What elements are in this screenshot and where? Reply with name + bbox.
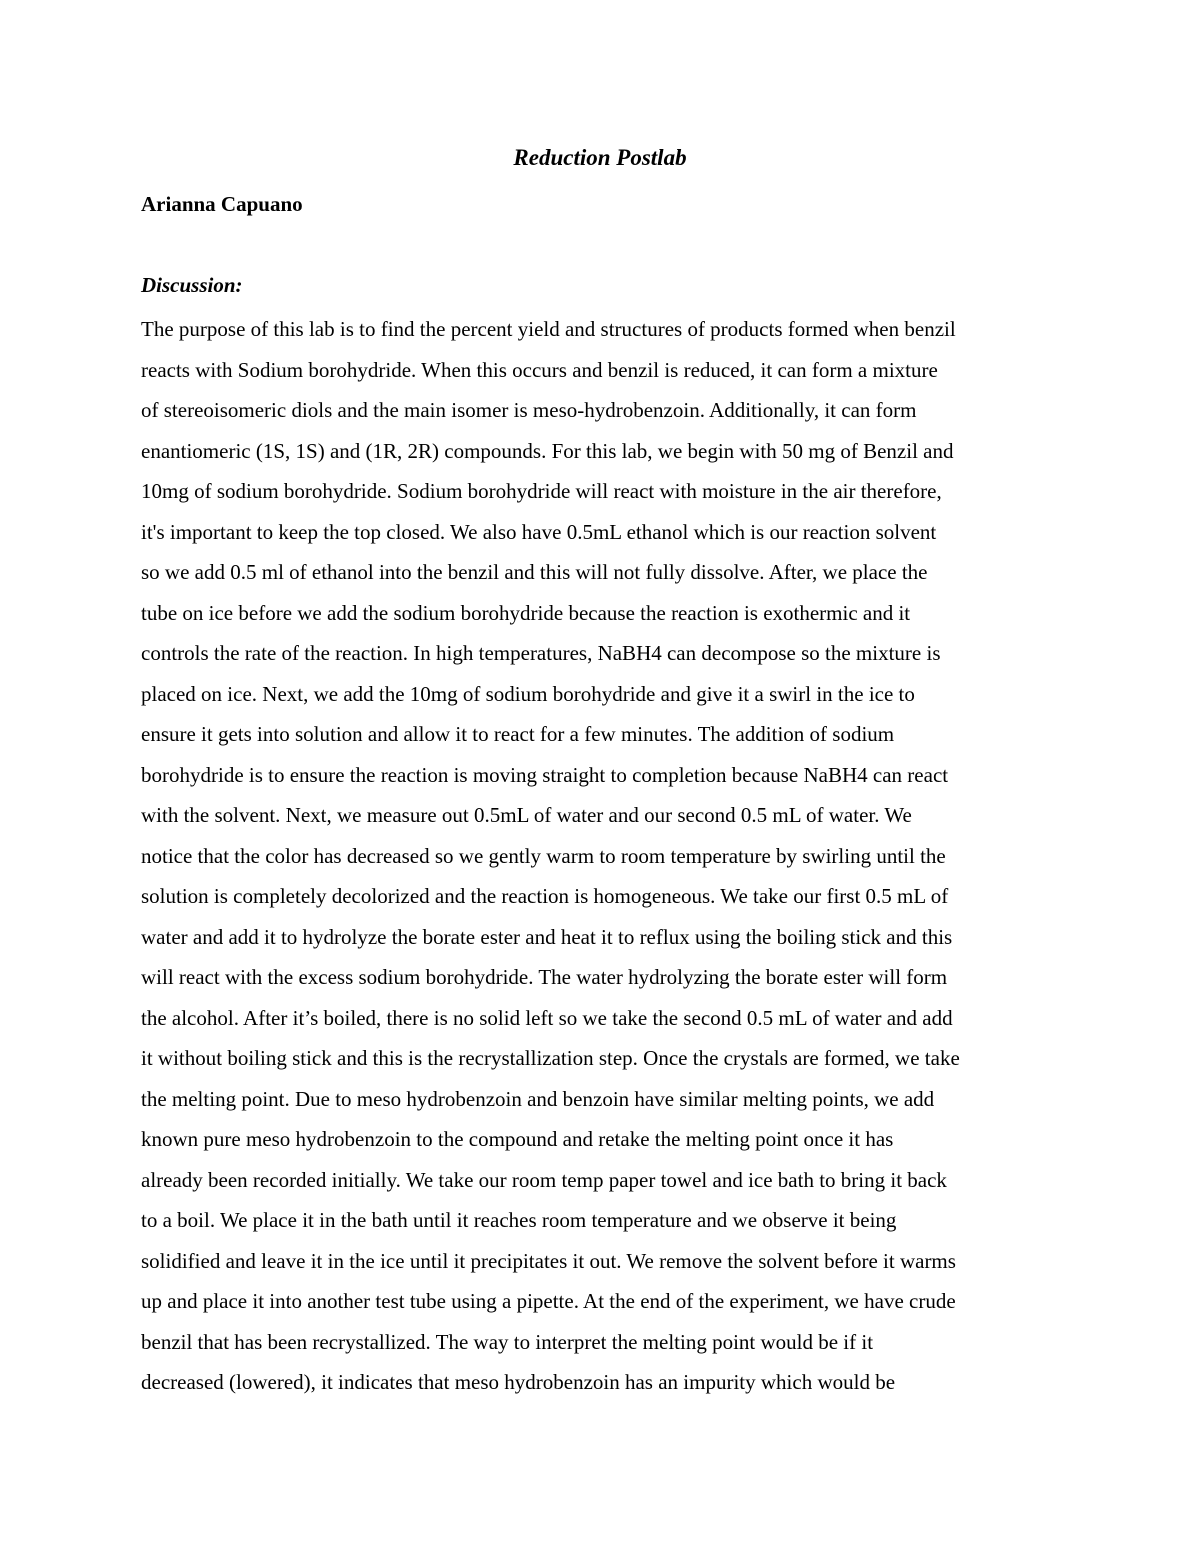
section-heading-discussion: Discussion: [141, 273, 243, 297]
discussion-body [141, 309, 1081, 1403]
body-text-line: borohydride is to ensure the reaction is moving straight to completion because NaBH4 can react [141, 762, 949, 787]
body-text-line: reacts with Sodium borohydride. When this occurs and benzil is reduced, it can form a mixture [141, 357, 938, 382]
body-text-line: solution is completely decolorized and the reaction is homogeneous. We take our first 0.5 mL of [141, 884, 949, 908]
body-text-line: ensure it gets into solution and allow it to react for a few minutes. The addition of sodium [141, 722, 895, 746]
body-text-line: it's important to keep the top closed. We also have 0.5mL ethanol which is our reaction solvent [141, 519, 937, 544]
body-text-line: The purpose of this lab is to find the percent yield and structures of products formed when benzil [141, 317, 956, 341]
body-text-line: of stereoisomeric diols and the main isomer is meso-hydrobenzoin. Additionally, it can form [141, 398, 917, 422]
body-text-line: decreased (lowered), it indicates that meso hydrobenzoin has an impurity which would be [141, 1370, 896, 1394]
body-text-line: solidified and leave it in the ice until it precipitates it out. We remove the solvent before it warms [141, 1248, 956, 1273]
document-title: Reduction Postlab [513, 145, 687, 170]
author-name: Arianna Capuano [141, 192, 303, 216]
body-text-line: placed on ice. Next, we add the 10mg of sodium borohydride and give it a swirl in the ice to [141, 681, 915, 706]
body-text-line: already been recorded initially. We take our room temp paper towel and ice bath to bring it back [141, 1167, 947, 1192]
body-text-line: tube on ice before we add the sodium borohydride because the reaction is exothermic and it [141, 600, 911, 625]
body-text-line: with the solvent. Next, we measure out 0.5mL of water and our second 0.5 mL of water. We [141, 803, 912, 827]
body-text-line: enantiomeric (1S, 1S) and (1R, 2R) compounds. For this lab, we begin with 50 mg of Benzil and [141, 438, 954, 463]
body-text-line: controls the rate of the reaction. In high temperatures, NaBH4 can decompose so the mixture is [141, 641, 941, 665]
body-text-line: notice that the color has decreased so we gently warm to room temperature by swirling until the [141, 843, 946, 868]
body-text-line: it without boiling stick and this is the recrystallization step. Once the crystals are formed, we take [141, 1046, 960, 1070]
body-text-line: up and place it into another test tube using a pipette. At the end of the experiment, we have crude [141, 1289, 956, 1313]
body-text-line: so we add 0.5 ml of ethanol into the benzil and this will not fully dissolve. After, we place the [141, 560, 928, 584]
body-text-line: will react with the excess sodium borohydride. The water hydrolyzing the borate ester will form [141, 965, 948, 989]
body-text-line: water and add it to hydrolyze the borate ester and heat it to reflux using the boiling stick and this [141, 924, 953, 949]
body-text-line: the alcohol. After it’s boiled, there is no solid left so we take the second 0.5 mL of water and add [141, 1005, 953, 1030]
body-text-line: the melting point. Due to meso hydrobenzoin and benzoin have similar melting points, we add [141, 1086, 935, 1111]
body-text-line: 10mg of sodium borohydride. Sodium borohydride will react with moisture in the air therefore, [141, 479, 942, 503]
body-text-line: known pure meso hydrobenzoin to the compound and retake the melting point once it has [141, 1127, 894, 1151]
body-text-line: to a boil. We place it in the bath until it reaches room temperature and we observe it being [141, 1208, 897, 1232]
body-text-line: benzil that has been recrystallized. The way to interpret the melting point would be if it [141, 1329, 874, 1354]
